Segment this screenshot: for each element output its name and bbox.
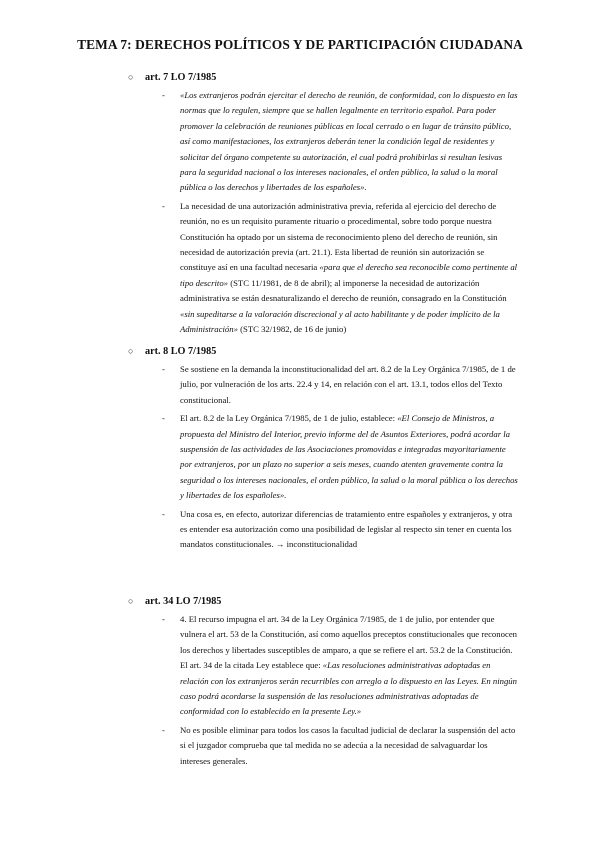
list-item — [128, 507, 518, 553]
dash-bullet-icon: - — [162, 724, 165, 735]
body-text: No es posible eliminar para todos los casos la facultad judicial de declarar la suspensión del acto si el juzgador comprueba que tal medida no se adecúa a la necesidad de salvaguardar los intereses generales. — [180, 724, 516, 766]
circle-bullet-icon: ○ — [128, 346, 134, 356]
body-text: El art. 8.2 de la Ley Orgánica 7/1985, de 1 de julio, establece: — [180, 413, 398, 424]
page-title: TEMA 7: DERECHOS POLÍTICOS Y DE PARTICIPACIÓN CIUDADANA — [77, 37, 523, 52]
circle-bullet-icon: ○ — [128, 596, 134, 606]
body-text: Una cosa es, en efecto, autorizar diferencias de tratamiento entre españoles y extranjeros, y otra es entender esa autorización como una posibilidad de legislar al respecto sin tener en cuenta los mandatos constitucionales. → inconstitucionalidad — [180, 508, 513, 550]
section-list — [128, 362, 518, 553]
body-text: (STC 32/1982, de 16 de junio) — [237, 324, 347, 335]
body-text: (STC 11/1981, de 8 de abril); al imponerse la necesidad de autorización administrativa se están desnaturalizando el derecho de reunión, consagrado en la Constitución — [180, 277, 507, 304]
dash-bullet-icon: - — [162, 508, 165, 519]
section-art-34 — [128, 596, 518, 772]
dash-bullet-icon: - — [162, 200, 165, 211]
quote-text: «para que el derecho sea reconocible como pertinente al tipo descrito» — [180, 262, 518, 288]
section-title: art. 8 LO 7/1985 — [145, 346, 217, 357]
quote-text: «El Consejo de Ministros, a propuesta del Ministro del Interior, previo informe del de Asuntos Exteriores, podrá acordar la suspensión de las actividades de las Asociaciones promovidas e integradas mayoritariamente por extranjeros, por un plazo no superior a seis meses, cuando atenten gravemente contra la seguridad o los intereses nacionales, el orden público, la salud o la moral pública o los derechos y libertades de los españoles». — [180, 413, 518, 501]
dash-bullet-icon: - — [162, 413, 165, 424]
list-item — [128, 612, 518, 720]
body-text: La necesidad de una autorización administrativa previa, referida al ejercicio del derecho de reunión, no es un requisito puramente rituario o procedimental, sobre todo porque nuestra Constitución ha optado por un sistema de reconocimiento pleno del derecho de reunión, sin necesidad de autorización previa (art. 21.1). Esta libertad de reunión sin autorización se constituye así en una facultad necesaria — [180, 200, 498, 273]
quote-text: «Las resoluciones administrativas adoptadas en relación con los extranjeros serán recurribles con arreglo a lo dispuesto en las Leyes. En ningún caso podrá acordarse la suspensión de las resoluciones administrativas adoptadas de conformidad con lo establecido en la presente Ley.» — [180, 660, 517, 717]
list-item — [128, 88, 518, 196]
quote-text: «sin supeditarse a la valoración discrecional y al acto habilitante y de poder implícito de la Administración» — [180, 308, 500, 335]
section-title: art. 7 LO 7/1985 — [145, 72, 217, 83]
section-list — [128, 612, 518, 769]
quote-text: «Los extranjeros podrán ejercitar el derecho de reunión, de conformidad, con lo dispuesto en las normas que lo regulen, siempre que se hallen legalmente en territorio español. Para poder promover la celebración de reuniones públicas en local cerrado o en lugar de tránsito público, así como manifestaciones, los extranjeros deberán tener la condición legal de residentes y solicitar del órgano competente su autorización, el cual podrá prohibirlas si resultan lesivas para la seguridad nacional o los intereses nacionales, el orden público, la salud o la moral pública o los derechos y libertades de los españoles». — [180, 90, 518, 193]
circle-bullet-icon: ○ — [128, 72, 134, 82]
section-heading — [128, 72, 518, 88]
list-item — [128, 199, 518, 338]
section-title: art. 34 LO 7/1985 — [145, 596, 222, 607]
section-heading — [128, 346, 518, 362]
section-art-8 — [128, 346, 518, 556]
dash-bullet-icon: - — [162, 614, 165, 624]
section-list — [128, 88, 518, 338]
dash-bullet-icon: - — [162, 364, 165, 374]
list-item — [128, 723, 518, 769]
dash-bullet-icon: - — [162, 90, 165, 100]
list-item — [128, 411, 518, 503]
section-heading — [128, 596, 518, 612]
list-item — [128, 362, 518, 408]
section-art-7 — [128, 72, 518, 341]
body-text: Se sostiene en la demanda la inconstitucionalidad del art. 8.2 de la Ley Orgánica 7/1985, de 1 de julio, por vulneración de los arts. 22.4 y 14, en relación con el art. 13.1, todos ellos del Texto constitucional. — [180, 364, 516, 405]
body-text: 4. El recurso impugna el art. 34 de la Ley Orgánica 7/1985, de 1 de julio, por entender que vulnera el art. 53 de la Constitución, así como aquellos preceptos constitucionales que reconocen los derechos y libertades susceptibles de amparo, a que se refiere el art. 53.2 de la Constitución. El art. 34 de la citada Ley establece que: — [180, 614, 518, 671]
